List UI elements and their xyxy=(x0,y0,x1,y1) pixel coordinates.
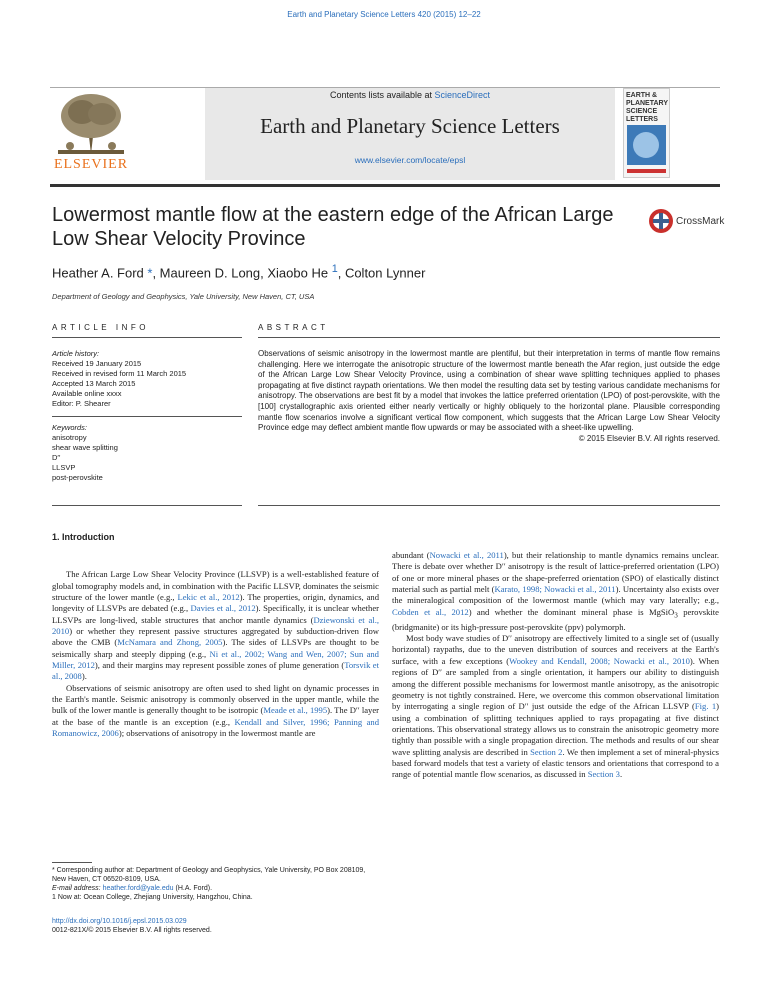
paragraph-group xyxy=(52,569,379,739)
list-item: Accepted 13 March 2015 xyxy=(52,379,136,388)
issn-line: 0012-821X/© 2015 Elsevier B.V. All rights reserved. xyxy=(52,927,212,934)
divider xyxy=(258,337,720,338)
body-column-right xyxy=(392,550,719,781)
divider xyxy=(258,505,720,506)
footnote-1: 1 Now at: Ocean College, Zhejiang University, Hangzhou, China. xyxy=(52,894,253,901)
article-info-heading: ARTICLE INFO xyxy=(52,323,149,332)
article-info-panel xyxy=(52,349,242,483)
email-suffix: (H.A. Ford). xyxy=(175,885,213,892)
divider xyxy=(52,337,242,338)
list-item: D′′ xyxy=(52,453,61,462)
journal-url-link[interactable]: www.elsevier.com/locate/epsl xyxy=(354,155,466,165)
list-item: Editor: P. Shearer xyxy=(52,399,111,408)
contents-line xyxy=(205,90,615,100)
paragraph: Observations of seismic anisotropy are often used to shed light on dynamic processes in the Earth's mantle. Seismic anisotropy is commonly observed in the upper mantle, while the bulk of the lower mantle is generally thought to be isotropic (Meade et al., 1995). The D′′ layer at the base of the mantle is an exception (e.g., Kendall and Silver, 1996; Panning and Romanowicz, 2006); observations of anisotropy in the lowermost mantle are xyxy=(52,682,380,739)
elsevier-wordmark: ELSEVIER xyxy=(53,157,129,172)
email-link[interactable]: heather.ford@yale.edu xyxy=(102,885,174,892)
keywords-label: Keywords: xyxy=(52,423,88,432)
contents-prefix: Contents lists available at xyxy=(329,90,435,100)
doi-link[interactable]: http://dx.doi.org/10.1016/j.epsl.2015.03.029 xyxy=(52,918,187,925)
list-item: LLSVP xyxy=(52,463,76,472)
sciencedirect-link[interactable]: ScienceDirect xyxy=(434,90,491,100)
abstract-panel xyxy=(258,349,720,444)
divider xyxy=(52,505,242,506)
affiliation: Department of Geology and Geophysics, Yale University, New Haven, CT, USA xyxy=(52,292,315,301)
list-item: Received in revised form 11 March 2015 xyxy=(52,369,187,378)
list-item: anisotropy xyxy=(52,433,87,442)
paragraph: The African Large Low Shear Velocity Province (LLSVP) is a well-established feature of global tomography models and, in combination with the Pacific LLSVP, dominates the seismic structure of the lower mantle (e.g., Lekic et al., 2012). The properties, origin, dynamics, and longevity of LLSVPs are debated (e.g., Davies et al., 2012). Specifically, it is unclear whether LLSVPs are long-lived, stable structures that anchor mantle dynamics (Dziewonski et al., 2010) or whether they represent passive structures aggregated by subduction-driven flow above the CMB (McNamara and Zhong, 2005). The sides of LLSVPs are thought to be seismically sharp and steeply dipping (e.g., Ni et al., 2002; Wang and Wen, 2007; Sun and Miller, 2012), and their margins may represent possible zones of plume generation (Torsvik et al., 2008). xyxy=(52,569,380,682)
elsevier-tree-logo xyxy=(52,88,130,166)
doi-block xyxy=(52,917,212,935)
list-item: Received 19 January 2015 xyxy=(52,359,142,368)
abstract-text: Observations of seismic anisotropy in the lowermost mantle are plentiful, but their interpretation in terms of mantle flow remains challenging. Here we interrogate the anisotropic structure of the lowermost mantle beneath the Afar region, just outside the edge of the African Large Low Shear Velocity Province, using a combination of shear wave splitting techniques applied to phases propagating at five distinct raypath orientations. We then model the resulting data set by testing various candidate mechanisms for anisotropy. The observations are best fit by a model that invokes the lattice preferred orientation (LPO) of post-perovskite, with the [100] crystallographic axis oriented either nearly vertically or highly obliquely to the horizontal plane. Plausible corresponding mantle flow scenarios involve a significant vertical flow component, which suggests that the African Large Low Shear Velocity Province edge may deflect ambient mantle flow upwards or may be associated with a sheet-like upwelling. xyxy=(258,349,720,433)
keyword-list xyxy=(52,433,242,483)
list-item: Available online xxxx xyxy=(52,389,122,398)
author-list: Heather A. Ford *, Maureen D. Long, Xiaobo He $^1$, Colton Lynner xyxy=(52,263,426,281)
body-column-left xyxy=(52,532,379,740)
journal-reference[interactable]: Earth and Planetary Science Letters 420 (2015) 12–22 xyxy=(287,10,481,19)
journal-name: Earth and Planetary Science Letters xyxy=(260,114,560,138)
article-title: Lowermost mantle flow at the eastern edge of the African Large Low Shear Velocity Province xyxy=(52,204,614,250)
paragraph-group xyxy=(392,550,719,781)
list-item: post-perovskite xyxy=(52,473,103,482)
footnote-corresponding: * Corresponding author at: Department of Geology and Geophysics, Yale University, PO Box 208109, New Haven, CT 06520-8109, USA. xyxy=(52,867,366,883)
paragraph: abundant (Nowacki et al., 2011), but their relationship to mantle dynamics remains unclear. There is debate over whether D′′ anisotropy is the result of lattice-preferred orientation (LPO) of one or more mineral phases or the shape-preferred orientation (SPO) of elastically distinct material such as partial melt (Karato, 1998; Nowacki et al., 2011). Uncertainty also exists over the mineralogical composition of the lowermost mantle (which may vary laterally; e.g., Cobden et al., 2012) and whether the dominant mineral phase is MgSiO$_3$ perovskite (bridgmanite) or its high-pressure post-perovskite (ppv) polymorph. xyxy=(392,550,719,632)
history-label: Article history: xyxy=(52,349,100,358)
footnote-divider xyxy=(52,862,92,863)
cover-title: EARTH & PLANETARY SCIENCE LETTERS xyxy=(626,92,668,123)
section-heading: 1. Introduction xyxy=(52,532,115,542)
crossmark-label[interactable]: CrossMark xyxy=(676,216,725,227)
list-item: shear wave splitting xyxy=(52,443,118,452)
email-label: E-mail address: xyxy=(52,885,101,892)
copyright-notice: © 2015 Elsevier B.V. All rights reserved. xyxy=(578,433,720,443)
history-list xyxy=(52,359,242,409)
footnote-email xyxy=(52,884,379,893)
abstract-heading: ABSTRACT xyxy=(258,323,329,332)
footnotes xyxy=(52,866,379,902)
divider xyxy=(52,416,242,417)
crossmark-icon[interactable] xyxy=(648,208,674,234)
paragraph: Most body wave studies of D′′ anisotropy are effectively limited to a single set of (usually horizontal) raypaths, due to the uneven distribution of sources and receivers at the Earth's surface, with a few exceptions (Wookey and Kendall, 2008; Nowacki et al., 2010). When regions of D′′ are sampled from a single orientation, it hampers our ability to distinguish among the different possible mechanisms for lowermost mantle anisotropy, as the anisotropic geometry is not tightly constrained. Here, we overcome this common observational limitation by interrogating a single region of D′′ just outside the edge of the African LLSVP (Fig. 1) using a combination of splitting techniques applied to rays propagating at five distinct orientations. This observational strategy allows us to constrain the anisotropic geometry more tightly than possible with a single propagation direction. The methods and results of our shear wave splitting analysis are described in Section 2. We then implement a set of mineral-physics based forward models that test a variety of elastic tensors and orientations that correspond to a range of potential mantle flow scenarios, as discussed in Section 3. xyxy=(392,633,719,780)
